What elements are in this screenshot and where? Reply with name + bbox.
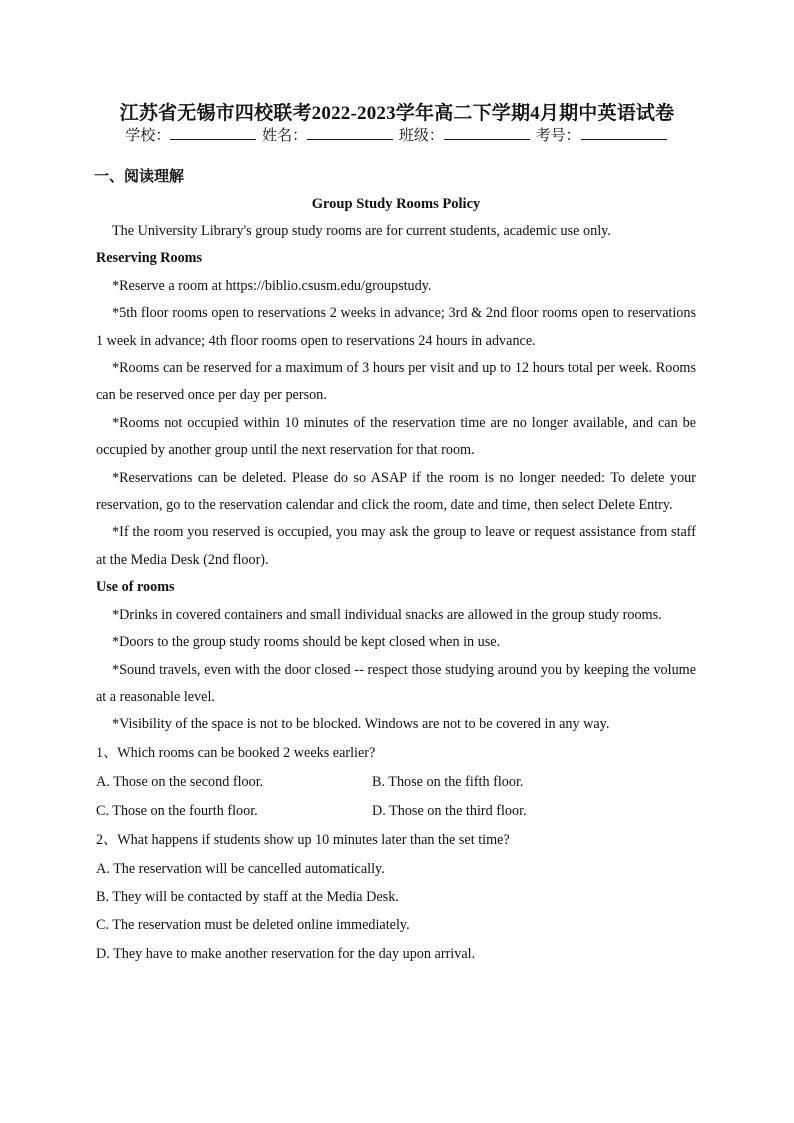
question-2-option-b[interactable]: B. They will be contacted by staff at the Media Desk. [96,889,399,906]
exam-content [96,164,696,968]
question-2-option-c[interactable]: C. The reservation must be deleted online immediately. [96,917,410,934]
passage-title: Group Study Rooms Policy [311,196,481,212]
exam-number-blank[interactable] [581,125,667,140]
use-rule: *Visibility of the space is not to be blocked. Windows are not to be covered in any way. [112,716,610,733]
question-1-option-a[interactable]: A. Those on the second floor. [96,773,264,790]
question-1-stem: 1、Which rooms can be booked 2 weeks earlier? [96,744,376,761]
school-label: 学校： [125,128,171,144]
use-heading: Use of rooms [96,579,175,596]
student-info-line [0,124,794,145]
reserving-rule: *Rooms not occupied within 10 minutes of the reservation time are no longer available, and can be occupied by another group until the next reservation for that room. [96,414,696,459]
class-blank[interactable] [444,125,530,140]
reserving-rule: *Rooms can be reserved for a maximum of 3 hours per visit and up to 12 hours total per week. Rooms can be reserved once per day per person. [96,360,696,404]
reserving-rule: *Reserve a room at https://biblio.csusm.edu/groupstudy. [112,277,432,294]
use-rule: *Doors to the group study rooms should be kept closed when in use. [112,634,501,651]
reserving-rule: *5th floor rooms open to reservations 2 weeks in advance; 3rd & 2nd floor rooms open to reservations 1 week in advance; 4th floor rooms open to reservations 24 hours in advance. [96,305,696,349]
question-1-options-row [96,768,696,797]
use-rule: *Drinks in covered containers and small individual snacks are allowed in the group study rooms. [112,606,662,623]
use-rule: *Sound travels, even with the door closed -- respect those studying around you by keeping the volume at a reasonable level. [96,661,696,705]
question-2-option-a[interactable]: A. The reservation will be cancelled automatically. [96,860,385,877]
class-label: 班级： [398,128,444,144]
question-1-option-d[interactable]: D. Those on the third floor. [372,802,527,819]
question-2-option-d[interactable]: D. They have to make another reservation for the day upon arrival. [96,945,476,962]
exam-number-label: 考号： [535,128,581,144]
question-1-option-c[interactable]: C. Those on the fourth floor. [96,802,258,819]
exam-title: 江苏省无锡市四校联考2022-2023学年高二下学期4月期中英语试卷 [119,103,675,124]
question-1-options-row [96,797,696,826]
question-2-stem: 2、What happens if students show up 10 minutes later than the set time? [96,831,510,848]
passage-intro: The University Library's group study rooms are for current students, academic use only. [112,223,611,239]
reserving-rule: *Reservations can be deleted. Please do so ASAP if the room is no longer needed: To delete your reservation, go to the reservation calendar and click the room, date and time, then select Delete Entry. [96,469,696,514]
section-heading: 一、阅读理解 [94,169,185,185]
school-blank[interactable] [170,125,256,140]
name-label: 姓名： [262,128,308,144]
question-1-option-b[interactable]: B. Those on the fifth floor. [372,773,524,790]
reserving-heading: Reserving Rooms [96,250,202,267]
reserving-rule: *If the room you reserved is occupied, you may ask the group to leave or request assistance from staff at the Media Desk (2nd floor). [96,524,696,568]
name-blank[interactable] [307,125,393,140]
